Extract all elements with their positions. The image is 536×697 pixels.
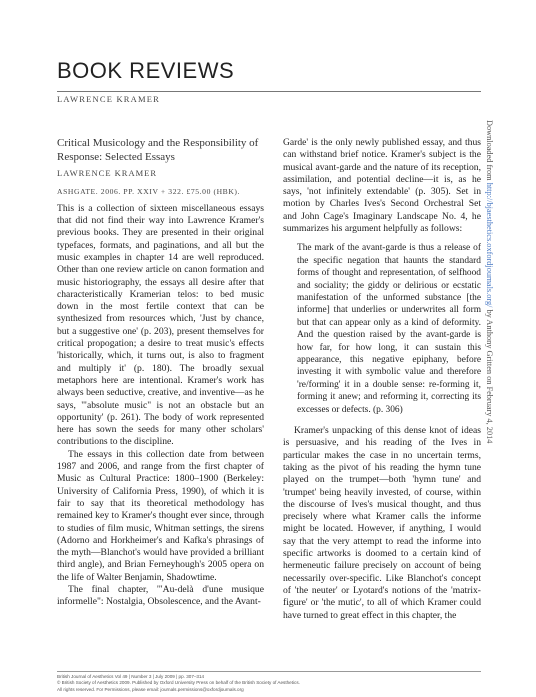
copyright-notice: © British Society of Aesthetics 2009. Published by Oxford University Press on behalf of the British Society of Aesthetics.: [57, 680, 300, 686]
book-author: LAWRENCE KRAMER: [57, 168, 158, 179]
paragraph: Garde' is the only newly published essay, and thus can withstand brief notice. Kramer's subject is the musical avant-garde and the nature of its reception, assimilation, and potential decline—it is, as he says, 'not infinitely extendable' (p. 305). Set in motion by Charles Ives's Second Orchestral Set and John Cage's Imaginary Landscape No. 4, he summarizes his argument helpfully as follows:: [283, 137, 481, 235]
right-column: [283, 137, 481, 622]
header-rule: [57, 91, 481, 92]
paragraph: The final chapter, '"Au-delà d'une musique informelle": Nostalgia, Obsolescence, and the Avant-: [57, 583, 264, 608]
block-quote: The mark of the avant-garde is thus a release of the specific negation that haunts the standard forms of thought and representation, of selfhood and sociality; the giddy or delirious or ecstatic manifestation of the unformed substance [the informe] that underlies or underwrites all form but that can appear only as a kind of deformity. And the question raised by the avant-garde is how far, for how long, it can sustain this appearance, this negative epiphany, before investing it with symbolic value and therefore 're/forming' it in a double sense: re-forming it, forming it anew; and reforming it, correcting its excesses or defects. (p. 306): [297, 243, 481, 415]
download-sidebar: [485, 120, 494, 640]
journal-citation: British Journal of Aesthetics Vol 49 | Number 3 | July 2009 | pp. 307–314: [57, 674, 205, 679]
left-column: [57, 137, 264, 609]
publication-info: ASHGATE. 2006. PP. XXIV + 322. £75.00 (HBK).: [57, 187, 241, 197]
section-title: BOOK REVIEWS: [57, 58, 235, 83]
paragraph: The essays in this collection date from between 1987 and 2006, and range from the first chapter of Music as Cultural Practice: 1800–1900 (Berkeley: University of California Press, 1990), of which it is fair to say that its theoretical methodology has remained key to Kramer's thought ever since, through to studies of film music, Whitman settings, the sirens (Adorno and Horkheimer's and Kafka's phrasings of the myth—Blanchot's would have provided a brilliant third angle), and Brian Ferneyhough's 2005 opera on the life of Walter Benjamin, Shadowtime.: [57, 448, 264, 583]
download-suffix: by Anthony Gritten on February 4, 2014: [485, 307, 494, 444]
footer-rule: [57, 671, 481, 672]
permissions-notice: All rights reserved. For Permissions, please email: journals.permissions@oxfordjournals.org: [57, 686, 244, 692]
journal-link[interactable]: http://bjaesthetics.oxfordjournals.org/: [485, 182, 494, 308]
download-prefix: Downloaded from: [485, 120, 494, 183]
paragraph: This is a collection of sixteen miscellaneous essays that did not find their way into Lawrence Kramer's previous books. They are presented in their original typefaces, formats, and paginations, and all but the music examples in chapter 14 are well reproduced. Other than one review article on canon formation and music historiography, the essays all desire after that characteristically Kramerian telos: to bed music down in the most fertile context that can be synthesized from resources which, 'Just by chance, but a suggestive one' (p. 203), present themselves for critical propogation; a desire to treat music's effects 'historically, which, it turns out, is also to fragment and multiply it' (p. 180). The broadly sexual metaphors here are intentional. Kramer's work has always been seductive, creative, and inventive—as he says, '"absolute music" is not an obstacle but an opportunity' (p. 261). The body of work represented here has sown the seeds for many other scholars' contributions to the discipline.: [57, 202, 264, 448]
book-title: Critical Musicology and the Responsibility of Response: Selected Essays: [57, 137, 259, 163]
page-footer: [57, 671, 481, 693]
paragraph: Kramer's unpacking of this dense knot of ideas is persuasive, and his reading of the Ives in particular makes the case in no uncertain terms, taking as the pivot of his reading the hymn tune played on the trumpet—both 'hymn tune' and 'trumpet' being heavily invested, of course, within the discourse of Ives's musical thought, and thus precisely where what Kramer calls the informe might be located. However, if anything, I would say that the very attempt to read the informe into specific artworks is doomed to a certain kind of hermeneutic failure precisely on account of being necessarily over-specific. Like Blanchot's concept of 'the neuter' or Lyotard's notions of the 'matrix-figure' or 'the mutic', to all of which Kramer could have turned to great effect in this chapter, the: [283, 425, 481, 621]
reviewer-name: LAWRENCE KRAMER: [57, 94, 161, 104]
